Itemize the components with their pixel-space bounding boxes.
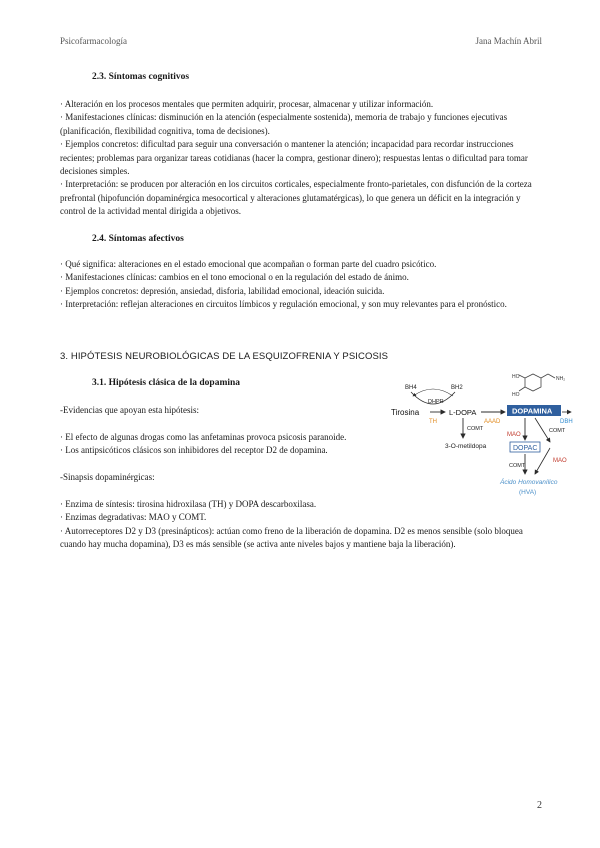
label-mao-1: MAO bbox=[507, 432, 521, 438]
dhpr-arc bbox=[413, 389, 453, 396]
label-mao-2: MAO bbox=[553, 458, 567, 464]
synapse-heading: -Sinapsis dopaminérgicas: bbox=[60, 472, 155, 482]
synapse-bullets bbox=[60, 498, 542, 552]
label-hva-name: Ácido Homovanílico bbox=[500, 479, 558, 486]
label-dopac: DOPAC bbox=[513, 445, 538, 452]
dopamine-pathway-diagram bbox=[385, 370, 575, 502]
label-nh2: NH₂ bbox=[556, 376, 566, 382]
bullet-cognitive-4: · Interpretación: se producen por alteración en los circuitos corticales, especialmente fronto-parietales, con disfunción de la corteza prefrontal (hipofunción dopaminérgica mesocortical y alteraciones glutamatérgicas), lo que genera un déficit en la integración y control de la actividad mental dirigida a objetivos. bbox=[60, 179, 532, 217]
label-aaad: AAAD bbox=[484, 419, 501, 425]
label-bh4: BH4 bbox=[405, 385, 417, 391]
label-comt-3: COMT bbox=[509, 463, 526, 469]
label-ldopa: L-DOPA bbox=[449, 408, 477, 417]
evidence-heading: -Evidencias que apoyan esta hipótesis: bbox=[60, 405, 199, 415]
page-number: 2 bbox=[537, 800, 542, 811]
cognitive-bullets bbox=[60, 98, 542, 219]
bullet-affective-3: · Ejemplos concretos: depresión, ansiedad, disforia, labilidad emocional, ideación suicida. bbox=[60, 285, 385, 296]
bullet-cognitive-1: · Alteración en los procesos mentales que permiten adquirir, procesar, almacenar y utilizar información. bbox=[60, 99, 434, 109]
label-dhpr: DHPR bbox=[428, 399, 444, 405]
bullet-affective-4: · Interpretación: reflejan alteraciones en circuitos límbicos y regulación emocional, y son muy relevantes para el pronóstico. bbox=[60, 299, 507, 310]
section-title-affective: 2.4. Síntomas afectivos bbox=[92, 234, 184, 244]
label-omethyldopa: 3-O-metildopa bbox=[445, 443, 487, 450]
label-ho-2: HO bbox=[512, 392, 520, 398]
header-author: Jana Machín Abril bbox=[475, 36, 542, 46]
affective-bullets bbox=[60, 258, 542, 312]
arrow-dopamina-comt bbox=[535, 418, 550, 442]
label-tirosina: Tirosina bbox=[391, 408, 420, 417]
section-title-hypotheses: 3. HIPÓTESIS NEUROBIOLÓGICAS DE LA ESQUIZOFRENIA Y PSICOSIS bbox=[60, 351, 389, 362]
label-comt-1: COMT bbox=[467, 426, 484, 432]
evidence-bullets bbox=[60, 431, 390, 458]
label-th: TH bbox=[429, 419, 437, 425]
bullet-evidence-1: · El efecto de algunas drogas como las anfetaminas provoca psicosis paranoide. bbox=[60, 432, 347, 442]
label-hva-abbr: (HVA) bbox=[519, 489, 537, 496]
label-dopamina: DOPAMINA bbox=[512, 406, 553, 416]
bullet-affective-2: · Manifestaciones clínicas: cambios en el tono emocional o en la regulación del estado de ánimo. bbox=[60, 272, 409, 283]
header-course-title: Psicofarmacología bbox=[60, 36, 127, 46]
bullet-affective-1: · Qué significa: alteraciones en el estado emocional que acompañan o forman parte del cuadro psicótico. bbox=[60, 259, 437, 269]
label-dbh: DBH bbox=[560, 419, 573, 425]
label-comt-2: COMT bbox=[549, 428, 566, 434]
bullet-cognitive-3: · Ejemplos concretos: dificultad para seguir una conversación o mantener la atención; incapacidad para recordar instrucciones recientes; problemas para organizar tareas cotidianas (hacer la compra, gestionar dinero); respuestas lentas o dificultad para tomar decisiones simples. bbox=[60, 139, 528, 177]
bullet-synapse-1: · Enzima de síntesis: tirosina hidroxilasa (TH) y DOPA descarboxilasa. bbox=[60, 499, 317, 509]
bullet-synapse-2: · Enzimas degradativas: MAO y COMT. bbox=[60, 512, 207, 523]
bullet-synapse-3: · Autorreceptores D2 y D3 (presinápticos): actúan como freno de la liberación de dopamina. D2 es menos sensible (solo bloquea cuando hay mucha dopamina), D3 es más sensible (se activa ante niveles bajos y mantiene baja la liberación). bbox=[60, 525, 523, 550]
label-bh2: BH2 bbox=[451, 385, 463, 391]
bullet-evidence-2: · Los antipsicóticos clásicos son inhibidores del receptor D2 de dopamina. bbox=[60, 445, 328, 456]
label-ho-1: HO bbox=[512, 374, 520, 380]
dopamine-molecule-icon bbox=[519, 374, 555, 391]
subsection-title-dopamine: 3.1. Hipótesis clásica de la dopamina bbox=[92, 378, 241, 388]
section-title-cognitive: 2.3. Síntomas cognitivos bbox=[92, 72, 190, 82]
bullet-cognitive-2: · Manifestaciones clínicas: disminución en la atención (especialmente sostenida), memoria de trabajo y funciones ejecutivas (planificación, flexibilidad cognitiva, toma de decisiones). bbox=[60, 112, 508, 136]
